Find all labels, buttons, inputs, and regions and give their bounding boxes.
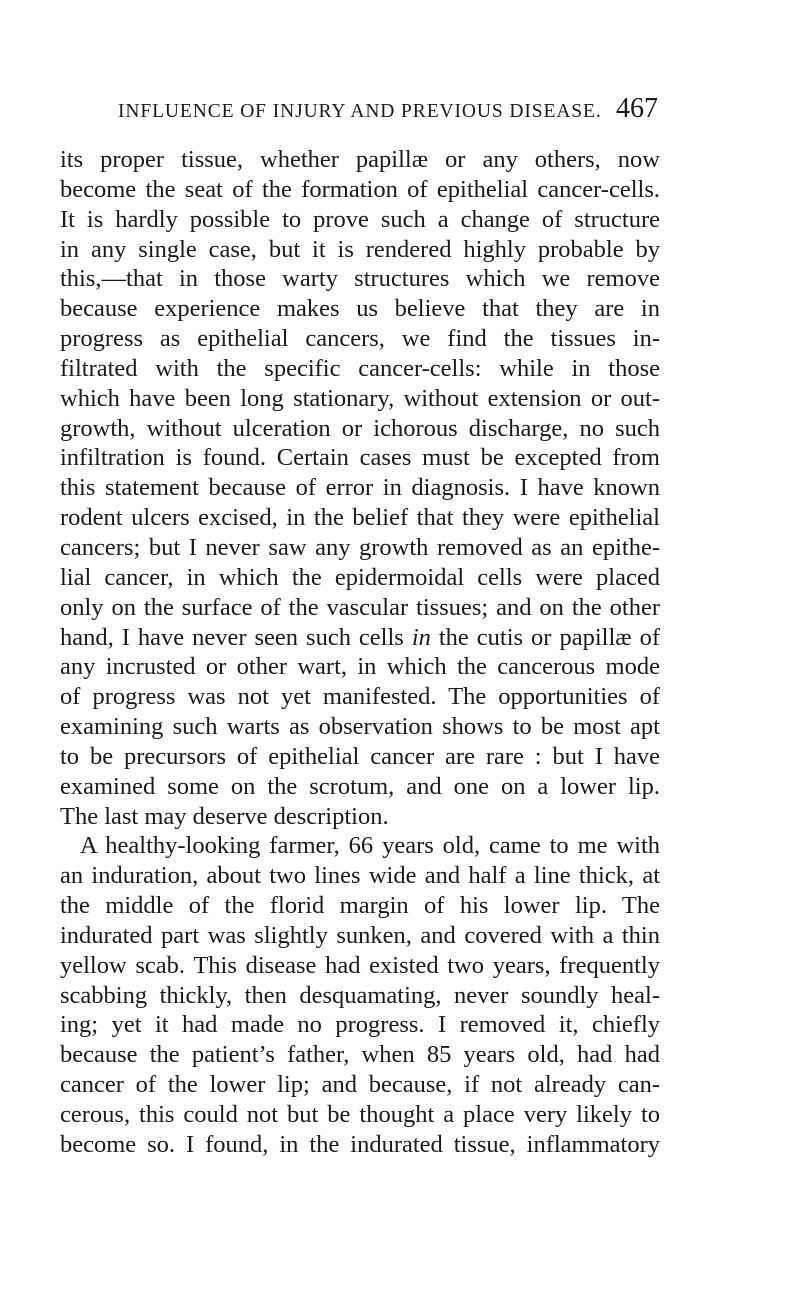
text-line: any incrusted or other wart, in which the cancerous mode [60, 653, 660, 681]
text-fragment: hand, I have never seen such cells [60, 623, 412, 651]
text-fragment: the cutis or papillæ of [430, 623, 660, 651]
text-line: become so. I found, in the indurated tissue, inflammatory [60, 1130, 660, 1158]
text-line: to be precursors of epithelial cancer are rare : but I have [60, 742, 660, 770]
text-line: the middle of the florid margin of his lower lip. The [60, 892, 660, 920]
text-line: an induration, about two lines wide and half a line thick, at [60, 862, 660, 890]
text-line: rodent ulcers excised, in the belief that they were epithelial [60, 504, 660, 532]
text-line: examining such warts as observation shows to be most apt [60, 713, 660, 741]
text-line: lial cancer, in which the epidermoidal cells were placed [60, 563, 660, 591]
text-line: infiltration is found. Certain cases must be excepted from [60, 444, 660, 472]
text-line: yellow scab. This disease had existed two years, frequently [60, 951, 660, 979]
text-line: of progress was not yet manifested. The opportunities of [60, 683, 660, 711]
running-title: INFLUENCE OF INJURY AND PREVIOUS DISEASE. [118, 101, 602, 122]
running-header [118, 93, 658, 127]
text-line: which have been long stationary, without extension or out- [60, 384, 660, 412]
text-line: because the patient’s father, when 85 years old, had had [60, 1041, 660, 1069]
text-line: this statement because of error in diagnosis. I have known [60, 474, 660, 502]
text-line: cerous, this could not but be thought a place very likely to [60, 1101, 660, 1128]
text-line: cancer of the lower lip; and because, if not already can- [60, 1071, 660, 1099]
body-text [60, 145, 660, 1160]
text-line: because experience makes us believe that they are in [60, 295, 660, 323]
text-line: in any single case, but it is rendered highly probable by [60, 235, 660, 263]
text-line: become the seat of the formation of epithelial cancer-cells. [60, 175, 660, 203]
page-number: 467 [616, 93, 658, 124]
text-line: examined some on the scrotum, and one on a lower lip. [60, 772, 660, 800]
text-line: filtrated with the specific cancer-cells: while in those [60, 354, 660, 382]
text-line: only on the surface of the vascular tissues; and on the other [60, 593, 660, 621]
text-line: this,—that in those warty structures which we remove [60, 265, 660, 293]
text-line: It is hardly possible to prove such a change of structure [60, 205, 660, 233]
italic-word: in [411, 623, 431, 651]
text-line: The last may deserve description. [60, 802, 389, 830]
text-line: indurated part was slightly sunken, and covered with a thin [60, 921, 660, 949]
text-line: cancers; but I never saw any growth removed as an epithe- [60, 533, 660, 561]
text-line: A healthy-looking farmer, 66 years old, came to me with [80, 832, 660, 860]
text-line: growth, without ulceration or ichorous discharge, no such [60, 414, 660, 442]
text-line: progress as epithelial cancers, we find the tissues in- [60, 325, 660, 353]
text-line: its proper tissue, whether papillæ or any others, now [60, 146, 660, 173]
text-line-with-italic [60, 623, 660, 653]
text-line: scabbing thickly, then desquamating, never soundly heal- [60, 981, 660, 1009]
text-line: ing; yet it had made no progress. I removed it, chiefly [60, 1011, 660, 1039]
